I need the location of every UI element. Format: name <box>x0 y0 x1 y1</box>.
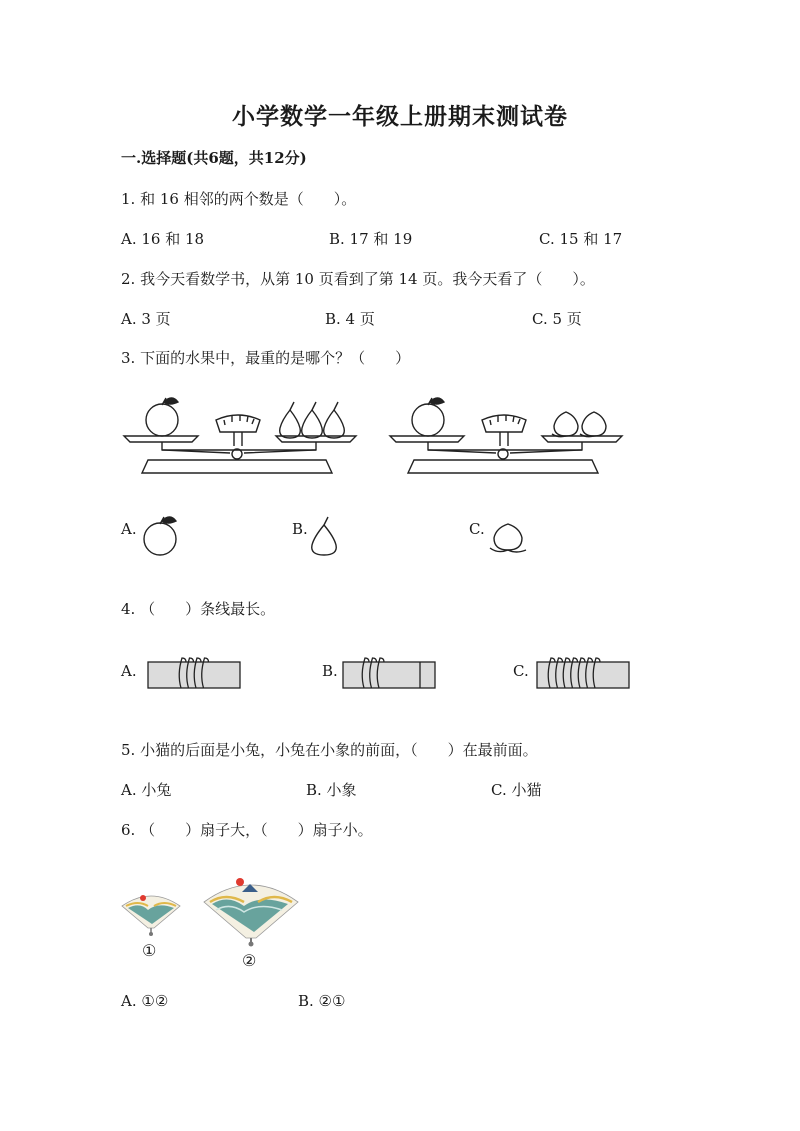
pear-icon <box>306 515 346 557</box>
q5-option-c[interactable]: C. 小猫 <box>491 781 542 799</box>
q2-option-a[interactable]: A. 3 页 <box>121 310 171 328</box>
q3-option-a[interactable]: A. <box>121 520 137 538</box>
q4-option-a[interactable]: A. <box>121 662 137 680</box>
fan-label-1: ① <box>142 941 157 960</box>
peach-icon <box>486 520 534 558</box>
q1-option-b[interactable]: B. 17 和 19 <box>329 230 413 248</box>
wound-rope-b <box>342 656 437 692</box>
q4-option-b[interactable]: B. <box>322 662 338 680</box>
wound-rope-a <box>147 656 242 692</box>
apple-icon <box>138 515 186 557</box>
peach-icon <box>552 412 606 437</box>
question-6-stem: 6. （ ）扇子大，（ ）扇子小。 <box>121 821 373 839</box>
question-5-stem: 5. 小猫的后面是小兔，小兔在小象的前面，（ ）在最前面。 <box>121 741 538 759</box>
q1-option-a[interactable]: A. 16 和 18 <box>121 230 205 248</box>
rope-box <box>537 662 629 688</box>
q5-option-b[interactable]: B. 小象 <box>306 781 357 799</box>
wound-rope-c <box>536 656 631 692</box>
section-heading: 一.选择题(共6题，共12分) <box>121 149 307 167</box>
apple-icon <box>412 398 444 436</box>
q6-option-a[interactable]: A. ①② <box>121 992 169 1010</box>
fan-large-icon <box>200 872 302 948</box>
rope-box <box>343 662 435 688</box>
pear-icon <box>280 402 345 438</box>
q2-option-c[interactable]: C. 5 页 <box>532 310 582 328</box>
question-1-stem: 1. 和 16 相邻的两个数是（ ）。 <box>121 190 357 208</box>
q5-option-a[interactable]: A. 小兔 <box>121 781 172 799</box>
apple-icon <box>146 398 178 436</box>
page-title: 小学数学一年级上册期末测试卷 <box>232 103 568 130</box>
question-4-stem: 4. （ ）条线最长。 <box>121 600 276 618</box>
question-3-stem: 3. 下面的水果中，最重的是哪个？（ ） <box>121 349 411 367</box>
question-2-stem: 2. 我今天看数学书，从第 10 页看到了第 14 页。我今天看了（ ）。 <box>121 270 595 288</box>
balance-scale-1 <box>120 398 370 480</box>
fan-label-2: ② <box>242 951 257 970</box>
q2-option-b[interactable]: B. 4 页 <box>325 310 375 328</box>
balance-scale-2 <box>386 398 636 480</box>
fan-small-icon <box>118 888 184 936</box>
q1-option-c[interactable]: C. 15 和 17 <box>539 230 623 248</box>
q3-option-c[interactable]: C. <box>469 520 485 538</box>
q3-option-b[interactable]: B. <box>292 520 308 538</box>
q6-option-b[interactable]: B. ②① <box>298 992 346 1010</box>
q4-option-c[interactable]: C. <box>513 662 529 680</box>
